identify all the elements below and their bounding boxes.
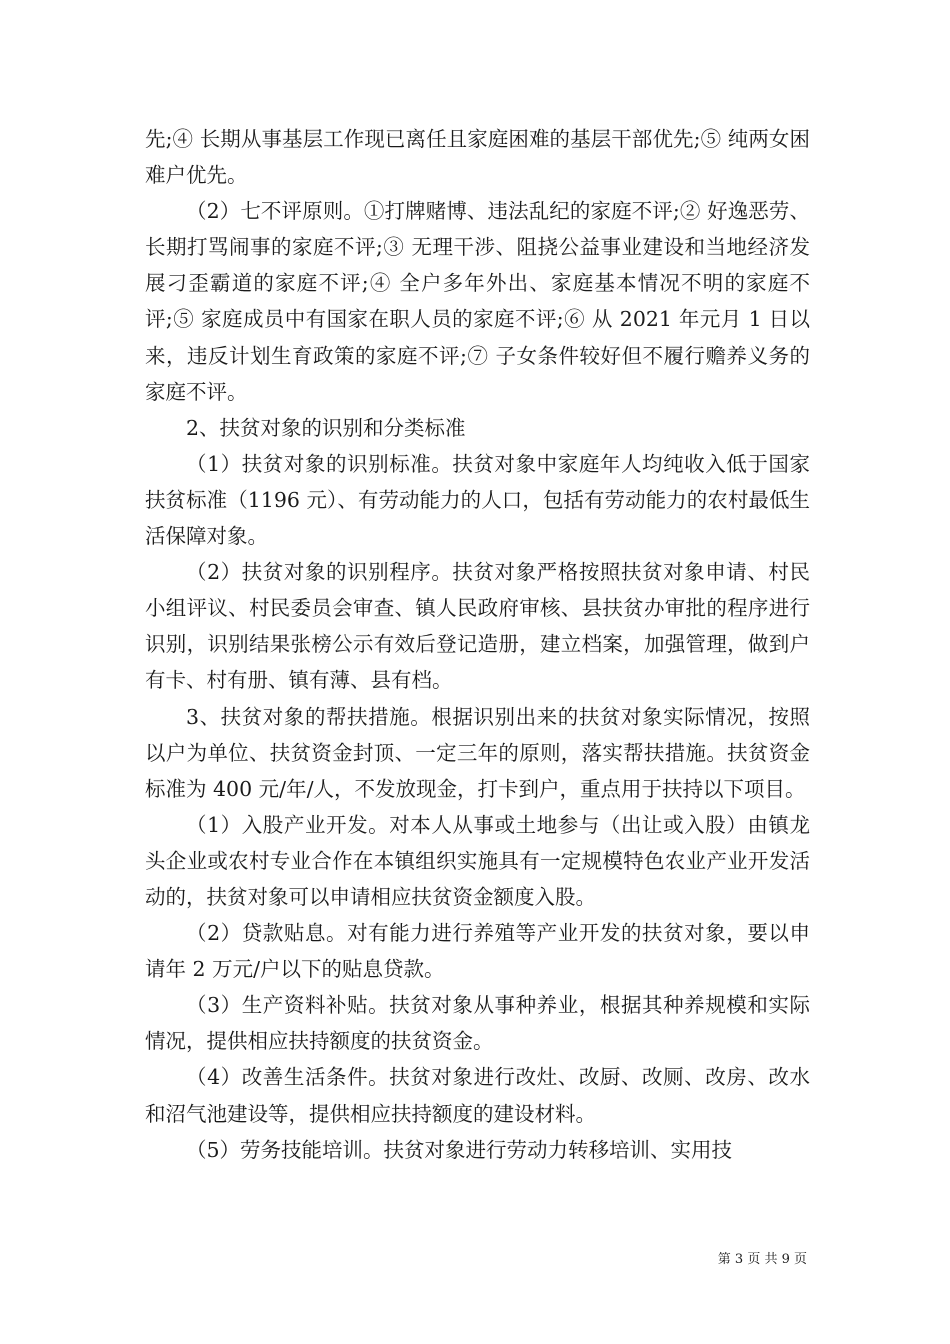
section-heading-2: 2、扶贫对象的识别和分类标准 [186,415,466,440]
paragraph-1: 先;④ 长期从事基层工作现已离任且家庭困难的基层干部优先;⑤ 纯两女困难户优先。 [145,127,810,188]
document-body [145,121,810,1168]
paragraph-8: （3）生产资料补贴。扶贫对象从事种养业，根据其种养规模和实际情况，提供相应扶持额度的扶贫资金。 [145,993,810,1054]
paragraph-9: （4）改善生活条件。扶贫对象进行改灶、改厨、改厕、改房、改水和沼气池建设等，提供相应扶持额度的建设材料。 [145,1065,810,1126]
paragraph-3: （1）扶贫对象的识别标准。扶贫对象中家庭年人均纯收入低于国家扶贫标准（1196 元）、有劳动能力的人口，包括有劳动能力的农村最低生活保障对象。 [145,451,810,549]
paragraph-10: （5）劳务技能培训。扶贫对象进行劳动力转移培训、实用技 [186,1137,733,1162]
paragraph-7: （2）贷款贴息。对有能力进行养殖等产业开发的扶贫对象，要以申请年 2 万元/户以下的贴息贷款。 [145,921,810,982]
paragraph-2: （2）七不评原则。①打牌赌博、违法乱纪的家庭不评;② 好逸恶劳、长期打骂闹事的家庭不评;③ 无理干涉、阻挠公益事业建设和当地经济发展刁歪霸道的家庭不评;④ 全户多年外出、家庭基本情况不明的家庭不评;⑤ 家庭成员中有国家在职人员的家庭不评;⑥ 从 2021 年元月 1 日以来，违反计划生育政策的家庭不评;⑦ 子女条件较好但不履行赡养义务的家庭不评。 [145,199,810,404]
page-number-footer: 第 3 页 共 9 页 [717,1252,807,1267]
paragraph-5: 3、扶贫对象的帮扶措施。根据识别出来的扶贫对象实际情况，按照以户为单位、扶贫资金封顶、一定三年的原则，落实帮扶措施。扶贫资金标准为 400 元/年/人，不发放现金，打卡到户，重点用于扶持以下项目。 [145,704,810,801]
paragraph-6: （1）入股产业开发。对本人从事或土地参与（出让或入股）由镇龙头企业或农村专业合作在本镇组织实施具有一定规模特色农业产业开发活动的，扶贫对象可以申请相应扶贫资金额度入股。 [145,812,810,909]
paragraph-4: （2）扶贫对象的识别程序。扶贫对象严格按照扶贫对象申请、村民小组评议、村民委员会审查、镇人民政府审核、县扶贫办审批的程序进行识别，识别结果张榜公示有效后登记造册，建立档案，加强管理，做到户有卡、村有册、镇有薄、县有档。 [145,560,810,693]
